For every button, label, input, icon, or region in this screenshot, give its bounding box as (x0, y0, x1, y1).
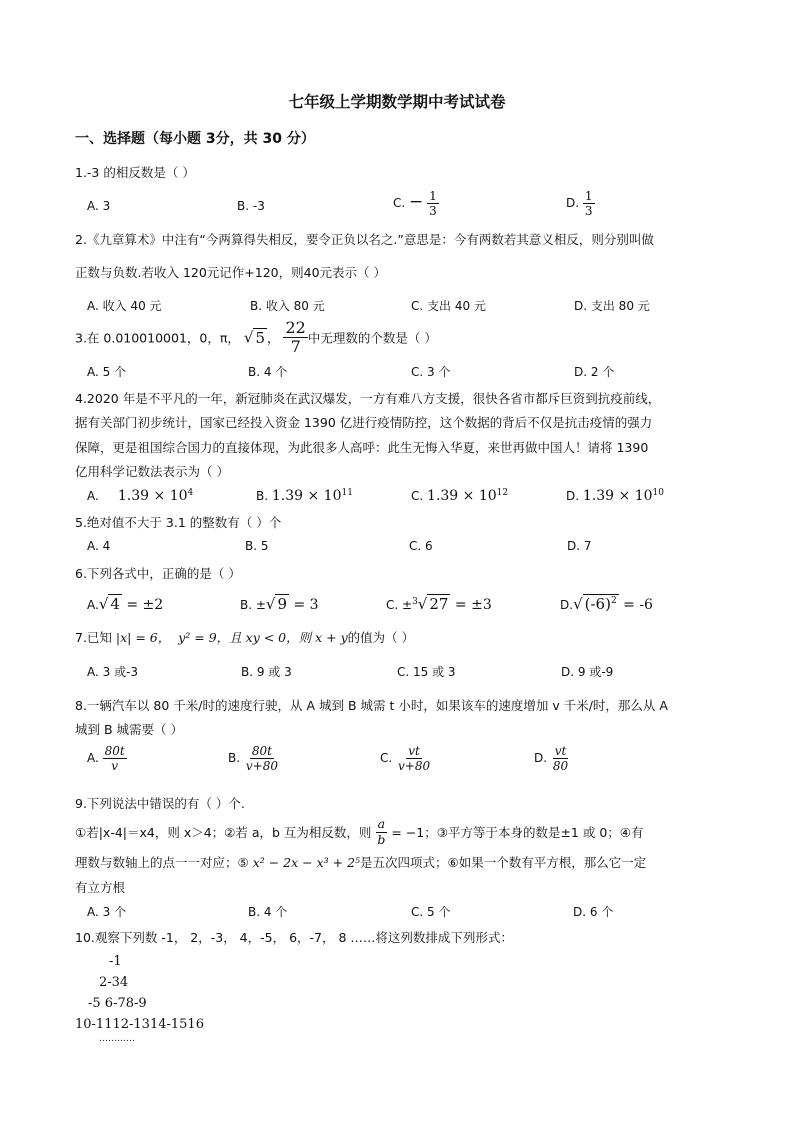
q6-option-c: C. ±$^3$√ 27 = ±3 (386, 595, 492, 613)
question-9-line-2: 理数与数轴上的点一一对应；⑤ x² − 2x − x³ + 2⁵是五次四项式；⑥如果一个数有平方根，那么它一定 (75, 855, 647, 870)
page-title: 七年级上学期数学期中考试试卷 (288, 93, 506, 111)
pattern-row-ellipsis: ………… (99, 1034, 135, 1044)
question-9-stem: 9.下列说法中错误的有（ ）个. (75, 796, 245, 811)
q2-option-a: A. 收入 40 元 (87, 299, 162, 313)
q5-option-c: C. 6 (409, 539, 433, 553)
q8-option-b: B. $\frac{80t}{v+80}$ (228, 744, 278, 773)
q7-option-d: D. 9 或-9 (561, 665, 614, 679)
question-8-line-2: 城到 B 城需要（ ） (75, 722, 183, 737)
question-2-line-1: 2.《九章算术》中注有“今两算得失相反，要令正负以名之.”意思是：今有两数若其意义相反，则分别叫做 (75, 232, 654, 247)
question-4-line-2: 据有关部门初步统计，国家已经投入资金 1390 亿进行疫情防控，这个数据的背后不仅是抗击疫情的强力 (75, 415, 653, 430)
q5-option-a: A. 4 (87, 539, 111, 553)
question-4-line-1: 4.2020 年是不平凡的一年，新冠肺炎在武汉爆发，一方有难八方支援，很快各省市都斥巨资到抗疫前线， (75, 391, 661, 406)
question-7-stem: 7.已知 |x| = 6， y² = 9，且 xy < 0，则 x + y的值为（ ） (75, 630, 415, 645)
q4-option-b: B. $1.39 \times 10^{11}$ (256, 488, 353, 504)
q1-option-c: C. − $\frac{1}{3}$ (393, 189, 437, 218)
pattern-row-4: 10-1112-1314-1516 (75, 1017, 204, 1032)
q6-option-b: B. ±√ 9 = 3 (240, 595, 319, 613)
q3-option-a: A. 5 个 (87, 365, 127, 379)
question-5-stem: 5.绝对值不大于 3.1 的整数有（ ）个 (75, 515, 282, 530)
q9-option-a: A. 3 个 (87, 905, 127, 919)
pattern-row-1: -1 (109, 954, 122, 969)
q3-option-d: D. 2 个 (574, 365, 615, 379)
pattern-row-3: -5 6-78-9 (88, 996, 147, 1011)
q8-option-a: A. $\frac{80t}{v}$ (87, 744, 125, 773)
q4-option-d: D. $1.39 \times 10^{10}$ (566, 488, 664, 504)
question-3-stem: 3.在 0.010010001，0，π， √ 5 ， $\frac{22}{7}$ 中无理数的个数是（ ） (75, 318, 437, 356)
q4-option-c: C. $1.39 \times 10^{12}$ (411, 488, 509, 504)
q2-option-d: D. 支出 80 元 (574, 299, 650, 313)
q8-option-c: C. $\frac{vt}{v+80}$ (380, 744, 431, 773)
question-4-line-4: 亿用科学记数法表示为（ ） (75, 464, 229, 479)
q2-option-c: C. 支出 40 元 (411, 299, 486, 313)
q3-option-b: B. 4 个 (248, 365, 288, 379)
q5-option-b: B. 5 (245, 539, 269, 553)
q1-option-b: B. -3 (237, 199, 265, 213)
q7-option-c: C. 15 或 3 (397, 665, 456, 679)
q2-option-b: B. 收入 80 元 (250, 299, 325, 313)
q3-option-c: C. 3 个 (411, 365, 451, 379)
q1-option-d: D. $\frac{1}{3}$ (566, 189, 593, 218)
pattern-row-2: 2-34 (99, 975, 129, 990)
q7-option-b: B. 9 或 3 (241, 665, 292, 679)
question-4-line-3: 保障，更是祖国综合国力的直接体现，为此很多人高呼：此生无悔入华夏，来世再做中国人！请将 1390 (75, 440, 649, 455)
question-2-line-2: 正数与负数.若收入 120元记作+120，则40元表示（ ） (75, 265, 387, 280)
q9-option-d: D. 6 个 (573, 905, 614, 919)
q6-option-a: A.√ 4 = ±2 (87, 595, 164, 613)
q1-option-a: A. 3 (87, 199, 111, 213)
question-6-stem: 6.下列各式中，正确的是（ ） (75, 566, 241, 581)
sqrt-symbol: √ 5 (243, 328, 265, 347)
question-9-line-1: ①若|x-4|＝x4，则 x＞4；②若 a，b 互为相反数，则 $\frac{a}{b}$ = −1；③平方等于本身的数是±1 或 0；④有 (75, 816, 644, 847)
q6-option-d: D.√ $(-6)^2 = -6$ (560, 595, 653, 613)
question-10-stem: 10.观察下列数 -1， 2，-3， 4，-5， 6，-7， 8 ……将这列数排成下列形式： (75, 930, 513, 945)
section-heading: 一、选择题（每小题 3分，共 30 分） (75, 131, 315, 147)
q8-option-d: D. $\frac{vt}{80}$ (534, 744, 569, 773)
q5-option-d: D. 7 (567, 539, 592, 553)
q4-option-a: A. $1.39 \times 10^4$ (87, 488, 194, 504)
question-8-line-1: 8.一辆汽车以 80 千米/时的速度行驶，从 A 城到 B 城需 t 小时，如果该车的速度增加 v 千米/时，那么从 A (75, 698, 668, 713)
q7-option-a: A. 3 或-3 (87, 665, 139, 679)
question-9-line-3: 有立方根 (75, 880, 126, 895)
q9-option-c: C. 5 个 (411, 905, 451, 919)
q9-option-b: B. 4 个 (248, 905, 288, 919)
question-1-stem: 1.-3 的相反数是（ ） (75, 165, 195, 180)
